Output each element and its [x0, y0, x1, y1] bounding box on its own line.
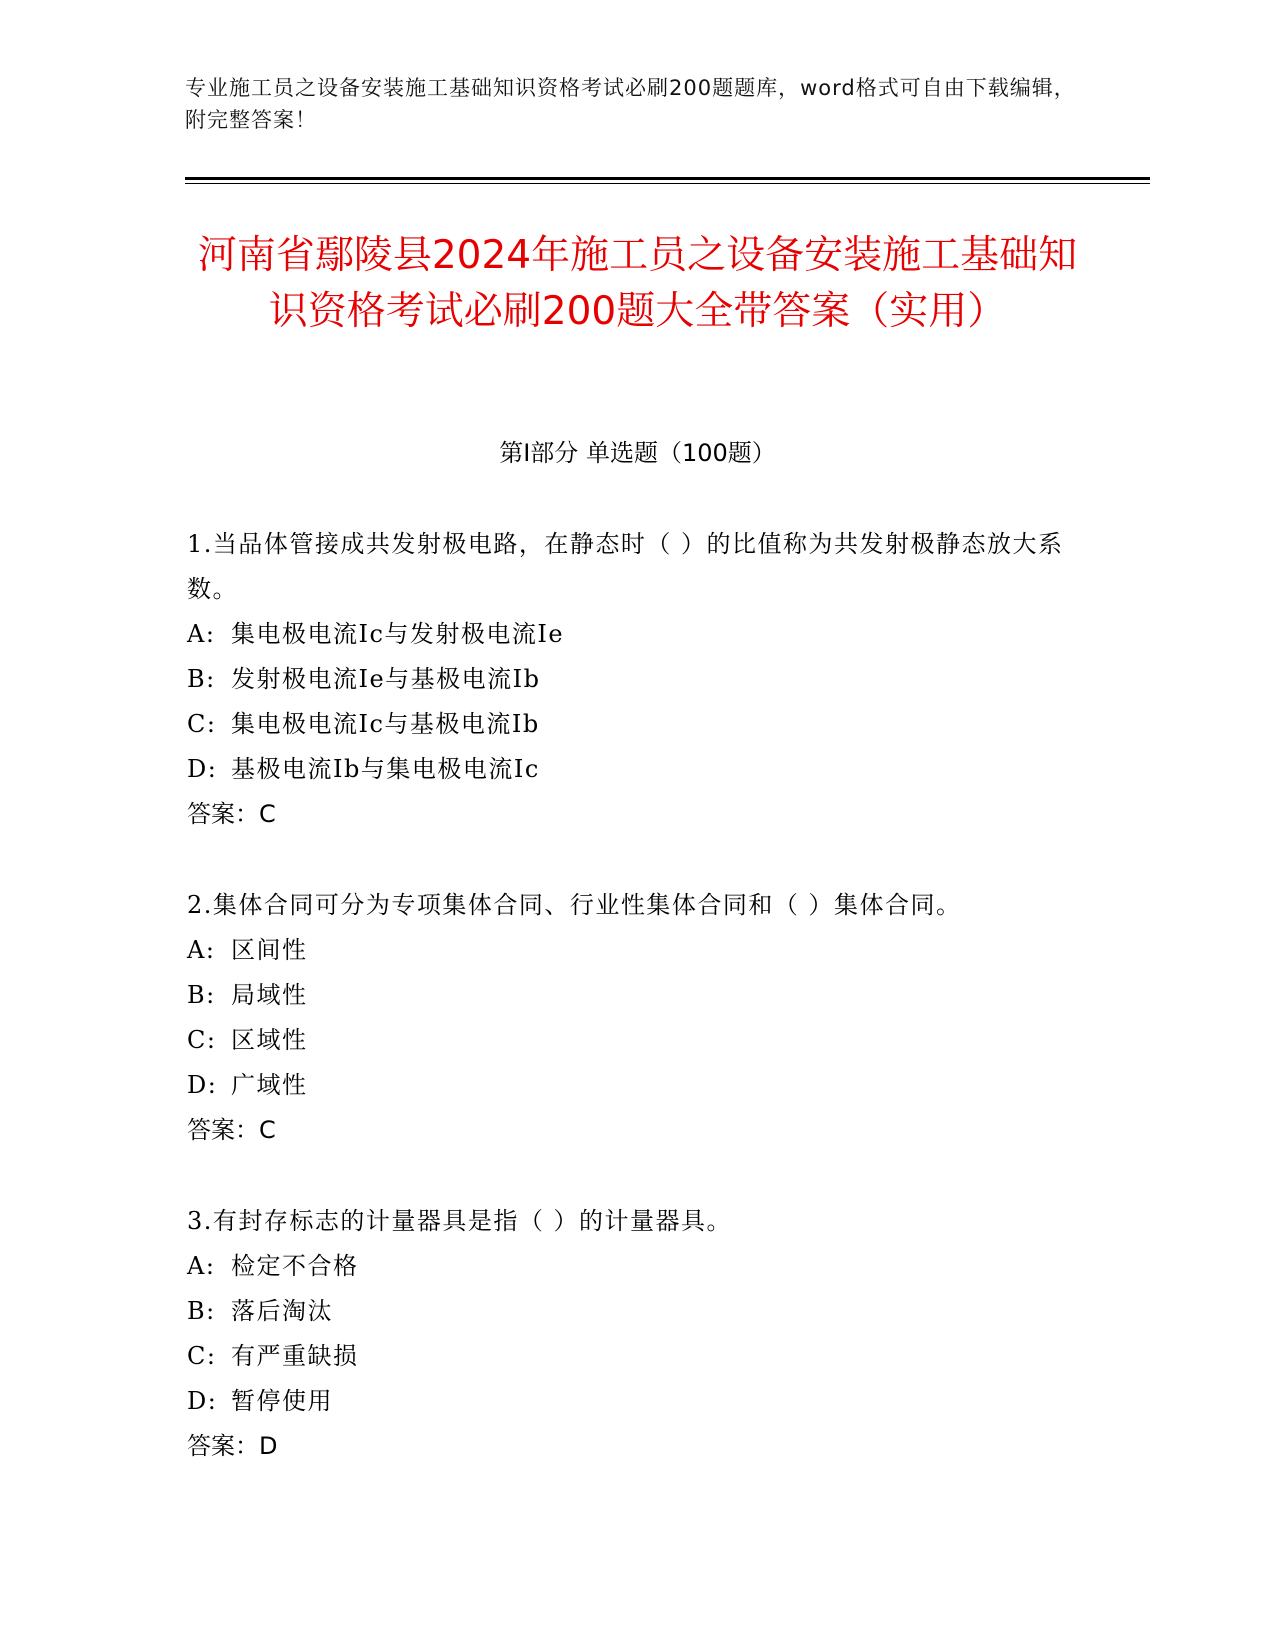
- question-2: [187, 883, 1087, 1153]
- header-rule-thick: [185, 177, 1150, 180]
- option-label: A:: [187, 1252, 216, 1280]
- answer: 答案：C: [187, 800, 276, 828]
- option-text: 集电极电流Ic与发射极电流Ie: [231, 620, 565, 648]
- option-label: D:: [187, 1387, 218, 1415]
- option-label: B:: [187, 981, 216, 1009]
- option-b: [187, 1289, 1087, 1334]
- question-list: [187, 522, 1087, 1515]
- option-b: [187, 973, 1087, 1018]
- option-d: [187, 747, 1087, 792]
- option-text: 集电极电流Ic与基极电流Ib: [231, 710, 540, 738]
- option-label: A:: [187, 620, 216, 648]
- question-text: 2.集体合同可分为专项集体合同、行业性集体合同和（ ）集体合同。: [187, 891, 962, 919]
- option-text: 检定不合格: [231, 1252, 359, 1280]
- question-text: 1.当品体管接成共发射极电路，在静态时（ ）的比值称为共发射极静态放大系数。: [187, 530, 1064, 603]
- option-a: [187, 928, 1087, 973]
- option-text: 发射极电流Ie与基极电流Ib: [231, 665, 541, 693]
- option-c: [187, 702, 1087, 747]
- section-heading: 第I部分 单选题（100题）: [499, 439, 776, 467]
- option-b: [187, 657, 1087, 702]
- question-3: [187, 1199, 1087, 1469]
- question-text: 3.有封存标志的计量器具是指（ ）的计量器具。: [187, 1207, 733, 1235]
- option-label: B:: [187, 665, 216, 693]
- option-text: 局域性: [231, 981, 308, 1009]
- option-c: [187, 1018, 1087, 1063]
- option-label: C:: [187, 710, 217, 738]
- option-label: C:: [187, 1026, 217, 1054]
- option-text: 基极电流Ib与集电极电流Ic: [231, 755, 540, 783]
- option-label: D:: [187, 755, 218, 783]
- document-title: 河南省鄢陵县2024年施工员之设备安装施工基础知识资格考试必刷200题大全带答案（实用）: [197, 233, 1078, 334]
- option-text: 区间性: [231, 936, 308, 964]
- option-label: B:: [187, 1297, 216, 1325]
- option-text: 区域性: [231, 1026, 308, 1054]
- question-1: [187, 522, 1087, 837]
- answer: 答案：D: [187, 1432, 278, 1460]
- option-text: 广域性: [231, 1071, 308, 1099]
- option-text: 暂停使用: [231, 1387, 333, 1415]
- header-rule-thin: [185, 183, 1150, 184]
- header-note: 专业施工员之设备安装施工基础知识资格考试必刷200题题库，word格式可自由下载编辑，附完整答案！: [185, 76, 1076, 132]
- option-c: [187, 1334, 1087, 1379]
- option-text: 有严重缺损: [231, 1342, 359, 1370]
- answer: 答案：C: [187, 1116, 276, 1144]
- option-label: A:: [187, 936, 216, 964]
- option-label: C:: [187, 1342, 217, 1370]
- option-label: D:: [187, 1071, 218, 1099]
- option-text: 落后淘汰: [231, 1297, 333, 1325]
- option-a: [187, 612, 1087, 657]
- option-d: [187, 1379, 1087, 1424]
- option-a: [187, 1244, 1087, 1289]
- option-d: [187, 1063, 1087, 1108]
